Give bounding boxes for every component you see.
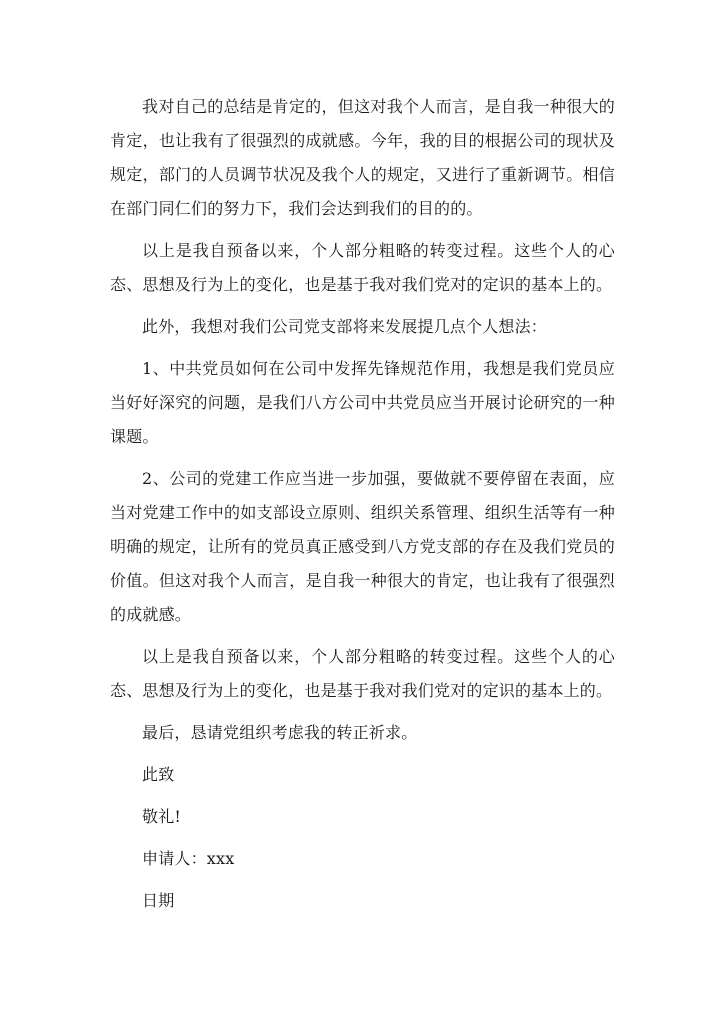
paragraph-suggestion-2: 2、公司的党建工作应当进一步加强，要做就不要停留在表面，应当对党建工作中的如支部设立原则、组织关系管理、组织生活等有一种明确的规定，让所有的党员真正感受到八方党支部的存在及我们党员的价值。但这对我个人而言，是自我一种很大的肯定，也让我有了很强烈的成就感。	[110, 469, 615, 624]
paragraph-transformation-repeat: 以上是我自预备以来，个人部分粗略的转变过程。这些个人的心态、思想及行为上的变化，也是基于我对我们党对的定识的基本上的。	[110, 647, 615, 700]
closing-respect: 敬礼!	[142, 807, 182, 826]
paragraph-transformation: 以上是我自预备以来，个人部分粗略的转变过程。这些个人的心态、思想及行为上的变化，也是基于我对我们党对的定识的基本上的。	[110, 241, 615, 294]
paragraph-suggestion-1: 1、中共党员如何在公司中发挥先锋规范作用，我想是我们党员应当好好深究的问题，是我们八方公司中共党员应当开展讨论研究的一种课题。	[110, 359, 615, 446]
document-body	[110, 90, 615, 926]
paragraph-summary: 我对自己的总结是肯定的，但这对我个人而言，是自我一种很大的肯定，也让我有了很强烈的成就感。今年，我的目的根据公司的现状及规定，部门的人员调节状况及我个人的规定，又进行了重新调节。相信在部门同仁们的努力下，我们会达到我们的目的的。	[110, 97, 615, 218]
paragraph-request: 最后，恳请党组织考虑我的转正祈求。	[142, 723, 418, 742]
closing-applicant: 申请人：xxx	[142, 849, 235, 868]
closing-salutation: 此致	[142, 765, 175, 784]
closing-date: 日期	[142, 891, 175, 910]
paragraph-suggestions-intro: 此外，我想对我们公司党支部将来发展提几点个人想法：	[142, 317, 548, 336]
